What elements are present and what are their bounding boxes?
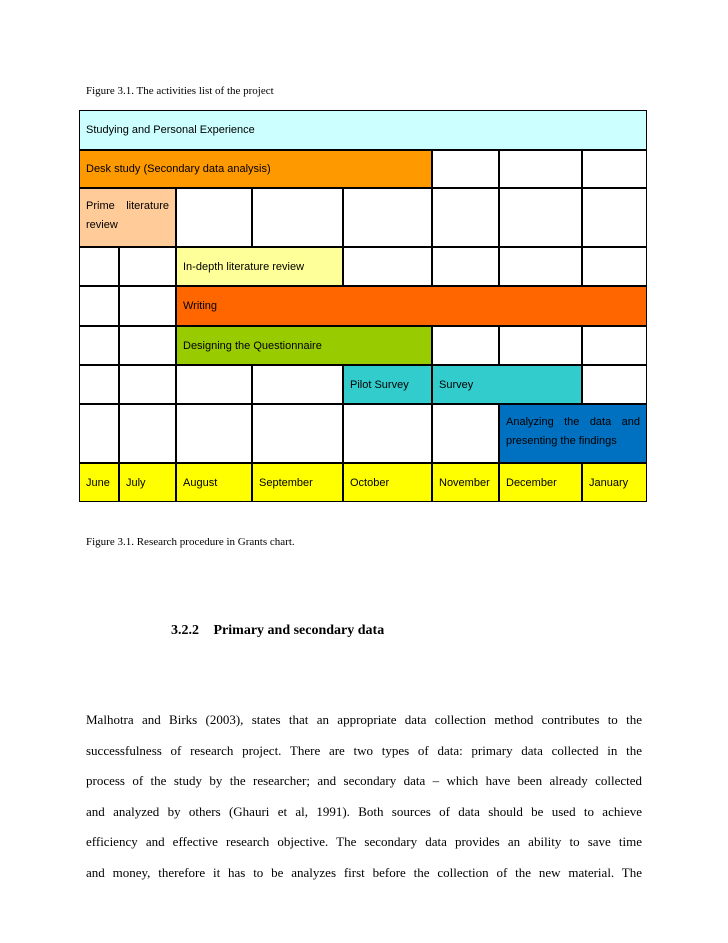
paragraph-line: and money, therefore it has to be analyzes first before the collection of the new material. The xyxy=(86,864,642,880)
paragraph-line: successfulness of research project. There are two types of data: primary data collected in the xyxy=(86,742,642,758)
bar-writing: Writing xyxy=(176,286,647,326)
empty-cell xyxy=(343,188,432,247)
empty-cell xyxy=(582,247,647,286)
empty-cell xyxy=(252,188,343,247)
empty-cell xyxy=(119,326,176,365)
prime-review-line2: review xyxy=(86,219,118,231)
empty-cell xyxy=(432,247,499,286)
month-december: December xyxy=(499,463,582,502)
month-july: July xyxy=(119,463,176,502)
empty-cell xyxy=(79,247,119,286)
gantt-chart xyxy=(79,110,647,502)
empty-cell xyxy=(499,247,582,286)
empty-cell xyxy=(79,404,119,463)
month-september: September xyxy=(252,463,343,502)
empty-cell xyxy=(499,326,582,365)
section-heading xyxy=(171,623,384,639)
empty-cell xyxy=(582,150,647,188)
month-october: October xyxy=(343,463,432,502)
empty-cell xyxy=(582,365,647,404)
empty-cell xyxy=(499,188,582,247)
empty-cell xyxy=(432,404,499,463)
paragraph-line: Malhotra and Birks (2003), states that an appropriate data collection method contributes to the xyxy=(86,712,642,727)
bar-prime-review xyxy=(79,188,176,247)
month-january: January xyxy=(582,463,647,502)
empty-cell xyxy=(176,188,252,247)
empty-cell xyxy=(119,404,176,463)
bar-analyzing xyxy=(499,404,647,463)
paragraph-line: process of the study by the researcher; and secondary data – which have been already collected xyxy=(86,773,642,788)
empty-cell xyxy=(582,188,647,247)
empty-cell xyxy=(119,247,176,286)
empty-cell xyxy=(432,326,499,365)
month-november: November xyxy=(432,463,499,502)
empty-cell xyxy=(432,188,499,247)
paragraph-line: and analyzed by others (Ghauri et al, 1991). Both sources of data should be used to achieve xyxy=(86,803,642,819)
month-august: August xyxy=(176,463,252,502)
empty-cell xyxy=(252,404,343,463)
body-paragraph xyxy=(86,705,642,888)
analyzing-line2: presenting the findings xyxy=(506,435,617,447)
empty-cell xyxy=(119,365,176,404)
empty-cell xyxy=(252,365,343,404)
section-title: Primary and secondary data xyxy=(213,623,385,638)
bar-studying: Studying and Personal Experience xyxy=(79,110,647,150)
bar-survey: Survey xyxy=(432,365,582,404)
bar-questionnaire: Designing the Questionnaire xyxy=(176,326,432,365)
empty-cell xyxy=(176,365,252,404)
empty-cell xyxy=(79,286,119,326)
month-june: June xyxy=(79,463,119,502)
figure-caption-bottom: Figure 3.1. Research procedure in Grants chart. xyxy=(86,536,295,548)
empty-cell xyxy=(79,365,119,404)
prime-review-line1: Prime literature xyxy=(86,200,169,212)
empty-cell xyxy=(343,247,432,286)
section-number: 3.2.2 xyxy=(171,623,199,638)
analyzing-line1: Analyzing the data and xyxy=(506,416,640,428)
paragraph-line: efficiency and effective research objective. The secondary data provides an ability to save time xyxy=(86,834,642,849)
empty-cell xyxy=(499,150,582,188)
figure-caption-top: Figure 3.1. The activities list of the project xyxy=(86,85,274,97)
empty-cell xyxy=(343,404,432,463)
empty-cell xyxy=(582,326,647,365)
bar-pilot-survey: Pilot Survey xyxy=(343,365,432,404)
empty-cell xyxy=(79,326,119,365)
bar-indepth-review: In-depth literature review xyxy=(176,247,343,286)
empty-cell xyxy=(176,404,252,463)
bar-desk-study: Desk study (Secondary data analysis) xyxy=(79,150,432,188)
empty-cell xyxy=(432,150,499,188)
empty-cell xyxy=(119,286,176,326)
